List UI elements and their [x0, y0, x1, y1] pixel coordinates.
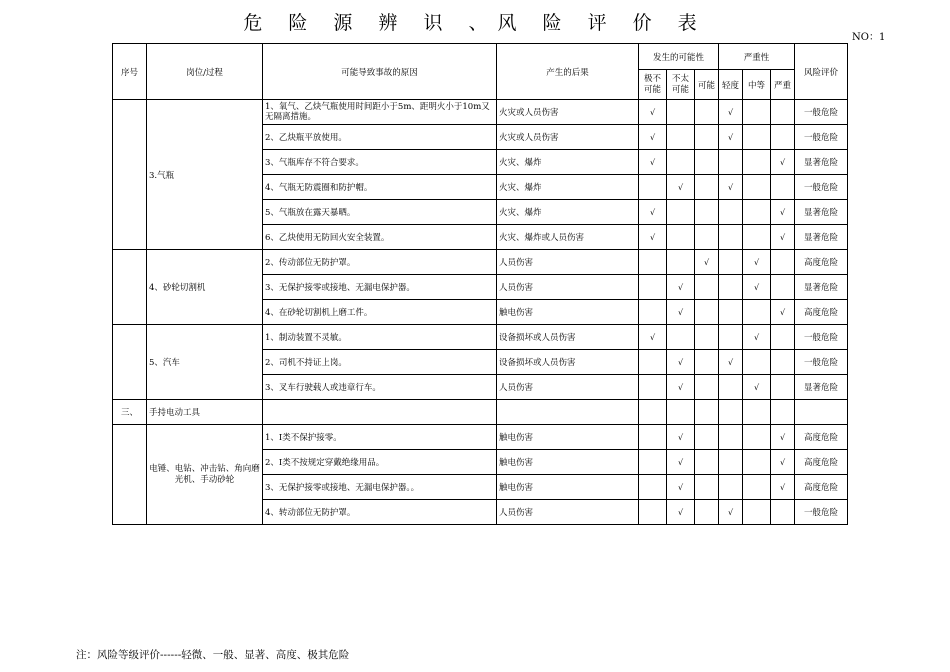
check-cell: √: [719, 125, 743, 150]
check-cell: [639, 475, 667, 500]
header-likely: 可能: [695, 70, 719, 100]
check-cell: [667, 125, 695, 150]
consequence-cell: 触电伤害: [497, 475, 639, 500]
seq-cell: [113, 325, 147, 400]
header-seq: 序号: [113, 44, 147, 100]
empty-cell: [497, 400, 639, 425]
hazard-cell: 3、气瓶库存不符合要求。: [263, 150, 497, 175]
rating-cell: 一般危险: [795, 500, 848, 525]
check-cell: √: [667, 500, 695, 525]
check-cell: [743, 225, 771, 250]
consequence-cell: 触电伤害: [497, 450, 639, 475]
check-cell: [667, 250, 695, 275]
check-cell: [719, 300, 743, 325]
header-very-unlikely: 极不可能: [639, 70, 667, 100]
check-cell: √: [667, 350, 695, 375]
section-label: 手持电动工具: [147, 400, 263, 425]
empty-cell: [719, 400, 743, 425]
check-cell: √: [667, 300, 695, 325]
check-cell: √: [667, 450, 695, 475]
seq-cell: [113, 250, 147, 325]
hazard-cell: 5、气瓶放在露天暴晒。: [263, 200, 497, 225]
check-cell: √: [639, 200, 667, 225]
check-cell: √: [639, 225, 667, 250]
check-cell: [695, 300, 719, 325]
check-cell: [771, 175, 795, 200]
hazard-cell: 1、制动装置不灵敏。: [263, 325, 497, 350]
footnote: 注：风险等级评价------轻微、一般、显著、高度、极其危险: [76, 649, 350, 661]
check-cell: [695, 100, 719, 125]
rating-cell: 显著危险: [795, 375, 848, 400]
check-cell: [719, 475, 743, 500]
empty-cell: [743, 400, 771, 425]
hazard-cell: 4、转动部位无防护罩。: [263, 500, 497, 525]
document-number: NO：1: [852, 32, 886, 43]
check-cell: [695, 350, 719, 375]
check-cell: [771, 125, 795, 150]
empty-cell: [795, 400, 848, 425]
check-cell: [743, 175, 771, 200]
consequence-cell: 火灾或人员伤害: [497, 100, 639, 125]
empty-cell: [263, 400, 497, 425]
check-cell: √: [667, 175, 695, 200]
check-cell: [719, 150, 743, 175]
check-cell: [719, 425, 743, 450]
rating-cell: 高度危险: [795, 450, 848, 475]
check-cell: √: [743, 250, 771, 275]
seq-cell: [113, 100, 147, 250]
check-cell: [695, 425, 719, 450]
header-rating: 风险评价: [795, 44, 848, 100]
check-cell: [743, 200, 771, 225]
empty-cell: [771, 400, 795, 425]
check-cell: [771, 275, 795, 300]
check-cell: [743, 125, 771, 150]
rating-cell: 高度危险: [795, 475, 848, 500]
check-cell: [695, 325, 719, 350]
hazard-cell: 2、传动部位无防护罩。: [263, 250, 497, 275]
hazard-cell: 2、司机不持证上岗。: [263, 350, 497, 375]
check-cell: [695, 450, 719, 475]
check-cell: √: [771, 300, 795, 325]
rating-cell: 一般危险: [795, 175, 848, 200]
post-cell-gas: 3.气瓶: [147, 100, 263, 250]
hazard-cell: 6、乙炔使用无防回火安全装置。: [263, 225, 497, 250]
header-unlikely: 不太可能: [667, 70, 695, 100]
check-cell: [743, 300, 771, 325]
check-cell: √: [667, 475, 695, 500]
check-cell: [639, 300, 667, 325]
hazard-cell: 1、Ⅰ类不保护接零。: [263, 425, 497, 450]
check-cell: [695, 475, 719, 500]
hazard-cell: 3、叉车行驶载人或违章行车。: [263, 375, 497, 400]
header-medium: 中等: [743, 70, 771, 100]
check-cell: [695, 375, 719, 400]
post-cell-tools: 电锤、电钻、冲击钻、角向磨光机、手动砂轮: [147, 425, 263, 525]
hazard-cell: 4、在砂轮切割机上磨工件。: [263, 300, 497, 325]
check-cell: [743, 425, 771, 450]
header-severity: 严重性: [719, 44, 795, 70]
section-seq: 三、: [113, 400, 147, 425]
rating-cell: 显著危险: [795, 225, 848, 250]
hazard-cell: 2、Ⅰ类不按规定穿戴绝缘用品。: [263, 450, 497, 475]
hazard-cell: 4、气瓶无防震圈和防护帽。: [263, 175, 497, 200]
check-cell: [639, 375, 667, 400]
check-cell: [719, 375, 743, 400]
check-cell: [695, 150, 719, 175]
check-cell: [667, 150, 695, 175]
check-cell: [667, 325, 695, 350]
rating-cell: 显著危险: [795, 200, 848, 225]
consequence-cell: 触电伤害: [497, 425, 639, 450]
post-cell-grinder: 4、砂轮切割机: [147, 250, 263, 325]
check-cell: [719, 225, 743, 250]
empty-cell: [667, 400, 695, 425]
empty-cell: [639, 400, 667, 425]
check-cell: √: [771, 225, 795, 250]
check-cell: √: [639, 100, 667, 125]
table-row: [113, 425, 848, 450]
check-cell: √: [639, 125, 667, 150]
check-cell: [695, 225, 719, 250]
consequence-cell: 火灾、爆炸: [497, 150, 639, 175]
hazard-cell: 3、无保护接零或接地、无漏电保护器。: [263, 275, 497, 300]
rating-cell: 一般危险: [795, 325, 848, 350]
check-cell: [639, 175, 667, 200]
rating-cell: 高度危险: [795, 425, 848, 450]
check-cell: [719, 275, 743, 300]
table-row: [113, 325, 848, 350]
header-serious: 严重: [771, 70, 795, 100]
check-cell: √: [719, 175, 743, 200]
check-cell: [695, 200, 719, 225]
check-cell: √: [667, 375, 695, 400]
consequence-cell: 设备损坏或人员伤害: [497, 325, 639, 350]
header-cause: 可能导致事故的原因: [263, 44, 497, 100]
check-cell: [695, 275, 719, 300]
check-cell: √: [719, 350, 743, 375]
check-cell: √: [719, 500, 743, 525]
check-cell: [695, 125, 719, 150]
hazard-cell: 2、乙炔瓶平放使用。: [263, 125, 497, 150]
check-cell: [771, 325, 795, 350]
hazard-cell: 1、氧气、乙炔气瓶使用时间距小于5m、距明火小于10m又无隔离措施。: [263, 100, 497, 125]
empty-cell: [695, 400, 719, 425]
consequence-cell: 人员伤害: [497, 500, 639, 525]
check-cell: [719, 450, 743, 475]
risk-assessment-table: [112, 43, 848, 525]
section-row: [113, 400, 848, 425]
consequence-cell: 设备损坏或人员伤害: [497, 350, 639, 375]
check-cell: [667, 200, 695, 225]
page-title: 危 险 源 辨 识 、风 险 评 价 表: [243, 12, 707, 34]
consequence-cell: 火灾、爆炸: [497, 175, 639, 200]
rating-cell: 一般危险: [795, 125, 848, 150]
check-cell: [743, 500, 771, 525]
check-cell: [743, 150, 771, 175]
check-cell: √: [771, 450, 795, 475]
table-row: [113, 250, 848, 275]
header-consequence: 产生的后果: [497, 44, 639, 100]
rating-cell: 高度危险: [795, 300, 848, 325]
check-cell: √: [771, 475, 795, 500]
consequence-cell: 火灾、爆炸: [497, 200, 639, 225]
check-cell: √: [719, 100, 743, 125]
consequence-cell: 人员伤害: [497, 275, 639, 300]
header-post: 岗位/过程: [147, 44, 263, 100]
header-light: 轻度: [719, 70, 743, 100]
check-cell: √: [695, 250, 719, 275]
check-cell: [667, 100, 695, 125]
check-cell: [639, 500, 667, 525]
check-cell: [771, 100, 795, 125]
check-cell: √: [667, 425, 695, 450]
check-cell: [639, 450, 667, 475]
check-cell: √: [771, 425, 795, 450]
header-likelihood: 发生的可能性: [639, 44, 719, 70]
rating-cell: 显著危险: [795, 275, 848, 300]
table-row: [113, 100, 848, 125]
check-cell: [639, 350, 667, 375]
check-cell: [743, 100, 771, 125]
check-cell: [695, 175, 719, 200]
check-cell: √: [639, 325, 667, 350]
check-cell: √: [743, 325, 771, 350]
check-cell: [771, 500, 795, 525]
check-cell: [771, 350, 795, 375]
check-cell: √: [771, 150, 795, 175]
check-cell: [771, 375, 795, 400]
check-cell: [771, 250, 795, 275]
check-cell: √: [743, 375, 771, 400]
rating-cell: 一般危险: [795, 350, 848, 375]
check-cell: [639, 425, 667, 450]
check-cell: [667, 225, 695, 250]
rating-cell: 高度危险: [795, 250, 848, 275]
seq-cell: [113, 425, 147, 525]
post-cell-car: 5、汽车: [147, 325, 263, 400]
check-cell: √: [743, 275, 771, 300]
check-cell: [695, 500, 719, 525]
consequence-cell: 火灾或人员伤害: [497, 125, 639, 150]
check-cell: [719, 325, 743, 350]
check-cell: [719, 250, 743, 275]
check-cell: [639, 275, 667, 300]
hazard-cell: 3、无保护接零或接地、无漏电保护器。。: [263, 475, 497, 500]
check-cell: √: [771, 200, 795, 225]
consequence-cell: 人员伤害: [497, 250, 639, 275]
check-cell: [719, 200, 743, 225]
check-cell: √: [667, 275, 695, 300]
check-cell: [639, 250, 667, 275]
rating-cell: 一般危险: [795, 100, 848, 125]
check-cell: [743, 450, 771, 475]
check-cell: [743, 475, 771, 500]
check-cell: √: [639, 150, 667, 175]
check-cell: [743, 350, 771, 375]
rating-cell: 显著危险: [795, 150, 848, 175]
consequence-cell: 人员伤害: [497, 375, 639, 400]
consequence-cell: 火灾、爆炸或人员伤害: [497, 225, 639, 250]
consequence-cell: 触电伤害: [497, 300, 639, 325]
